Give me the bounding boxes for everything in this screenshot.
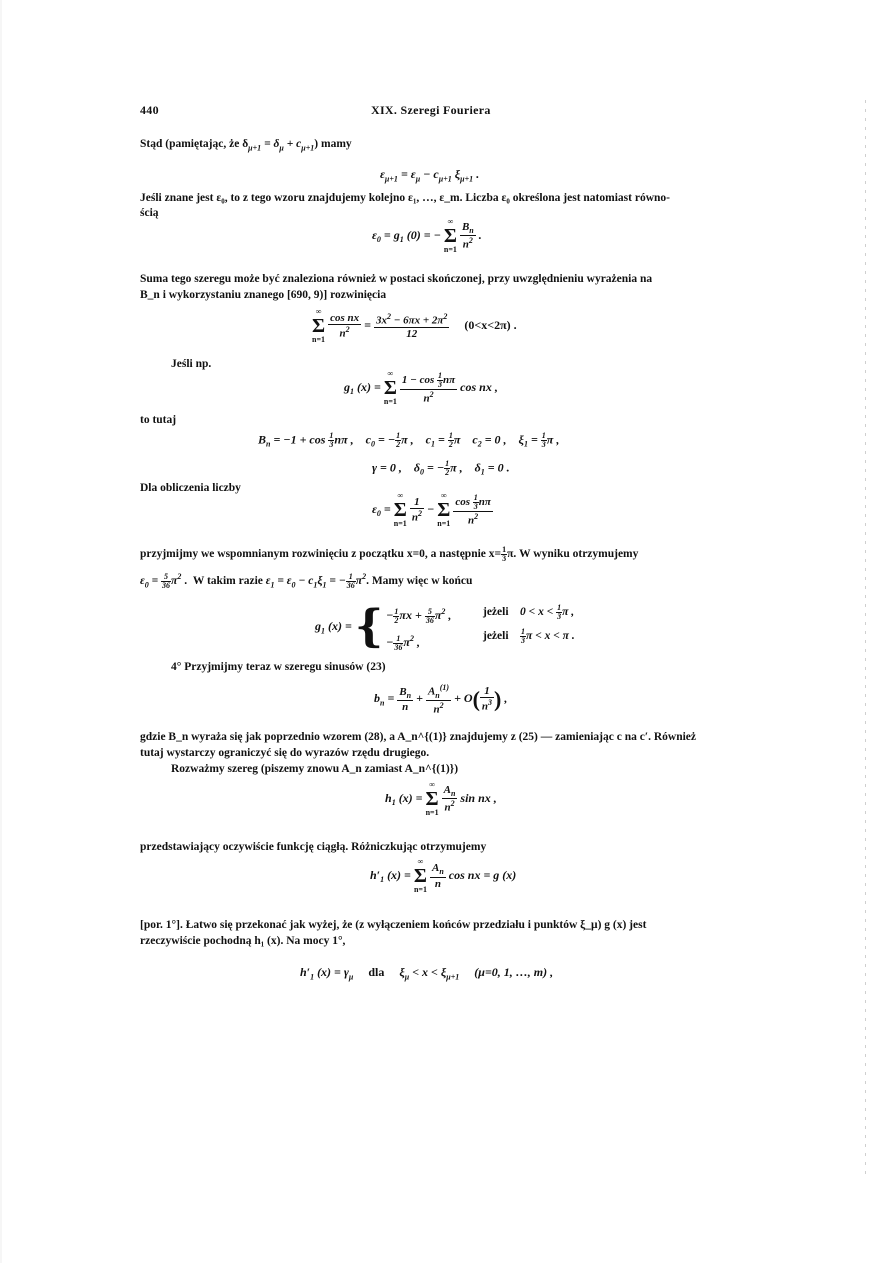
- equation-cos-series: ∞ Σ n=1 $\frac{\text{cos nx}}{n^2}$ = $\frac{3x^2 - 6\pi x + 2\pi^2}{12}$ (0<x<2π) .: [312, 307, 517, 344]
- equation-bn: $b_n$ = $\frac{B_n}{n}$ + $\frac{A_n^{(1)}}{n^2}$ + O( $\frac{1}{n^3}$ ) ,: [374, 683, 508, 716]
- page-number: 440: [140, 103, 159, 117]
- paragraph-line: tutaj wystarczy ograniczyć się do wyrazów rzędu drugiego.: [140, 747, 430, 759]
- page-edge: [0, 0, 2, 1263]
- paragraph-line: ścią: [140, 207, 159, 219]
- equation-epsilon0: $\varepsilon_0 = g_1$ (0) = − ∞ Σ n=1 $\frac{B_n}{n^2}$ .: [372, 217, 482, 254]
- equation-h1-derivative: $h'_1$ (x) = ∞ Σ n=1 $\frac{A_n}{n}$ cos nx = g (x): [370, 857, 517, 894]
- equation-gamma-delta: γ = 0 , $\delta_0$ = − $\frac{1}{2}$ π , $\delta_1 = 0$ .: [372, 459, 510, 477]
- condition-line-2: jeżeli $\frac{1}{3}$ π < x < π .: [483, 627, 575, 645]
- margin-dotted-line: [865, 100, 866, 1180]
- equation-constants: $B_n = -1 + \cos$ $\frac{1}{3}$ nπ , $c_0$ = − $\frac{1}{2}$ π , $c_1$ = $\frac{1}{2}$ π $c_2 = 0$ , $\xi_1$ = $\frac{1}{3}$ π ,: [258, 431, 560, 449]
- text-to-tutaj: to tutaj: [140, 414, 177, 426]
- paragraph-line: przedstawiający oczywiście funkcję ciągłą. Różniczkując otrzymujemy: [140, 841, 487, 853]
- running-head: XIX. Szeregi Fouriera: [371, 103, 491, 117]
- paragraph-line: Stąd (pamiętając, że $\delta_{\mu+1} = \delta_\mu + c_{\mu+1}$) mamy: [140, 138, 352, 153]
- condition-line-1: jeżeli 0 < x < $\frac{1}{3}$ π ,: [483, 603, 575, 621]
- equation-piecewise-g1: $g_1$ (x) = { − $\frac{1}{2}$ πx + $\frac{5}{36}$ $\pi^2$ , − $\frac{1}{36}$ $\pi^2$ ,: [315, 601, 452, 652]
- equation-epsilon0-sums: $\varepsilon_0$ = ∞ Σ n=1 $\frac{1}{n^2}$ − ∞ Σ n=1 cos $\frac{1}{3}$ nπ $n^2$: [372, 491, 491, 528]
- equation-h1-prime-gamma: $h'_1$ $(x) = \gamma_\mu$ dla $\xi_\mu < x < \xi_{\mu+1}$ (μ=0, 1, …, m) ,: [300, 965, 554, 982]
- paragraph-line: rzeczywiście pochodną h₁ (x). Na mocy 1°,: [140, 935, 346, 947]
- text-dla-obliczenia: Dla obliczenia liczby: [140, 482, 241, 494]
- equation-h1-series: $h_1$ (x) = ∞ Σ n=1 $\frac{A_n}{n^2}$ sin nx ,: [385, 780, 497, 817]
- paragraph-line: gdzie B_n wyraża się jak poprzednio wzorem (28), a A_n^{(1)} znajdujemy z (25) — zamieniając c na c′. Również: [140, 731, 696, 743]
- paragraph-line: B_n i wykorzystaniu znanego [690, 9)] rozwinięcia: [140, 289, 387, 301]
- paragraph-line: 4° Przyjmijmy teraz w szeregu sinusów (23): [171, 661, 386, 673]
- paragraph-line: przyjmijmy we wspomnianym rozwinięciu z początku x=0, a następnie x= $\frac{1}{3}$ π. W wyniku otrzymujemy: [140, 545, 639, 563]
- paragraph-line: Suma tego szeregu może być znaleziona również w postaci skończonej, przy uwzględnieniu wyrażenia na: [140, 273, 653, 285]
- paragraph-line: $\varepsilon_0$ = $\frac{5}{36}$ $\pi^2$ . W takim razie $\varepsilon_1 = \varepsilon_0 - c_1\xi_1$ = − $\frac{1}{36}$ $\pi^2$. Mamy więc w końcu: [140, 571, 473, 590]
- equation-epsilon-recursion: $\varepsilon_{\mu+1} = \varepsilon_\mu - c_{\mu+1}$ $\xi_{\mu+1}$ .: [380, 167, 480, 184]
- text-jesli-np: Jeśli np.: [171, 358, 212, 370]
- paragraph-line: Jeśli znane jest ε₀, to z tego wzoru znajdujemy kolejno ε₁, …, ε_m. Liczba ε₀ określona jest natomiast równo-: [140, 192, 670, 204]
- equation-g1-series: $g_1$ (x) = ∞ Σ n=1 1 − cos $\frac{1}{3}$ nπ $n^2$ cos nx ,: [344, 369, 498, 406]
- paragraph-line: [por. 1°]. Łatwo się przekonać jak wyżej, że (z wyłączeniem końców przedziału i punktów ξ_μ) g (x) jest: [140, 919, 647, 931]
- paragraph-line: Rozważmy szereg (piszemy znowu A_n zamiast A_n^{(1)}): [171, 763, 459, 775]
